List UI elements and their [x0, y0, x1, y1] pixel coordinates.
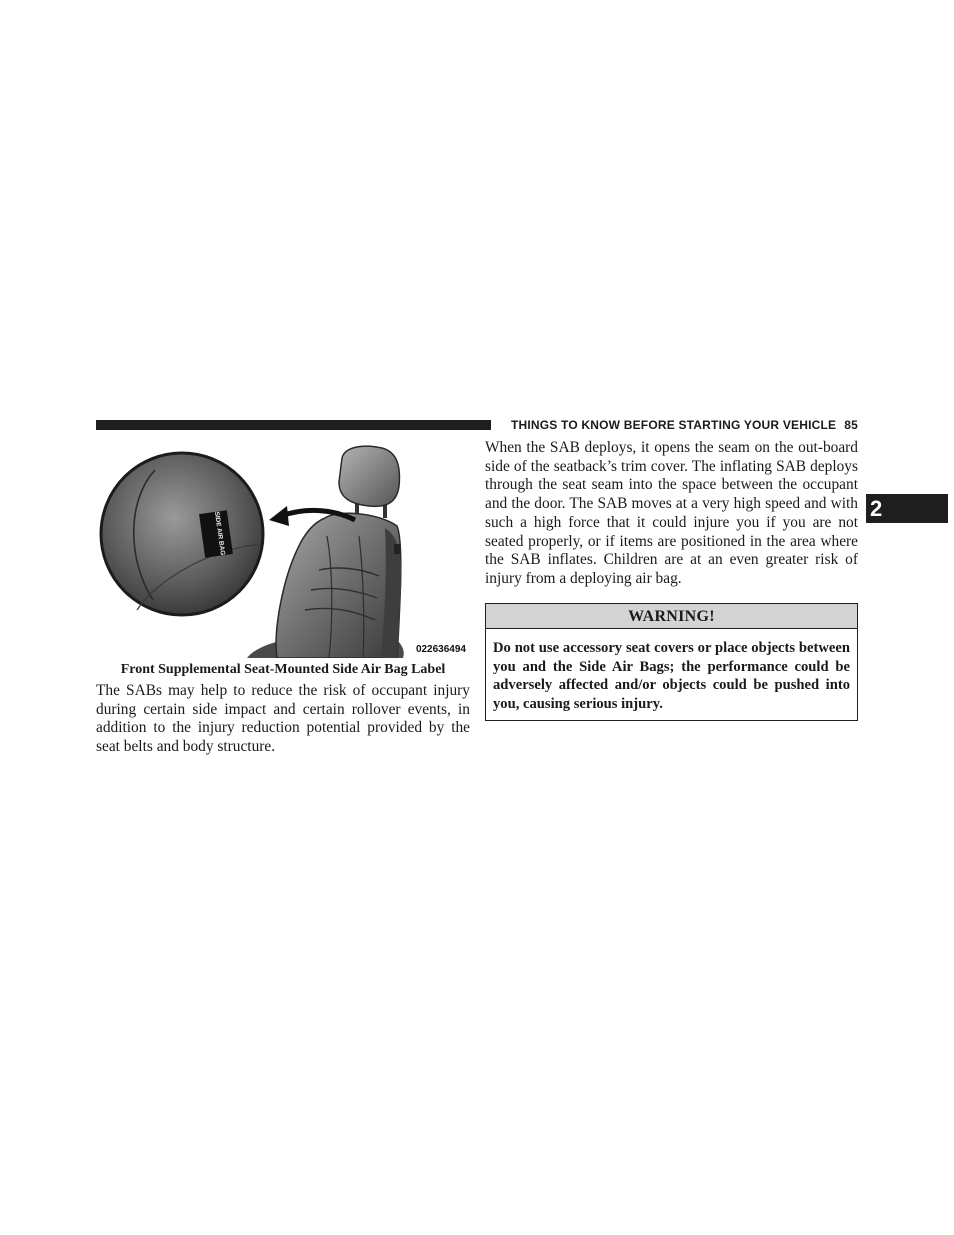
chapter-number: 2 — [870, 496, 883, 521]
warning-box — [485, 603, 858, 721]
page-number: 85 — [844, 418, 858, 432]
body-paragraph-left: The SABs may help to reduce the risk of occupant injury during certain side impact and certain rollover events, in addition to the injury reduction potential provided by the seat belts and body structure. — [96, 682, 470, 756]
warning-body: Do not use accessory seat covers or place objects between you and the Side Air Bags; the performance could be adversely affected and/or objects could be pushed into you, causing serious injury. — [493, 640, 850, 712]
seat-figure — [97, 440, 472, 658]
warning-title: WARNING! — [486, 604, 857, 629]
chapter-tab — [866, 494, 948, 523]
body-paragraph-right: When the SAB deploys, it opens the seam on the out-board side of the seatback’s trim cover. The inflating SAB deploys through the seat seam into the space between the occupant and the door. The SAB moves at a very high speed and with such a high force that it could injure you if you are not seated properly, or if items are positioned in the area where the SAB inflates. Children are at an even greater risk of injury from a deploying air bag. — [485, 439, 858, 587]
running-header — [498, 417, 858, 433]
image-code: 022636494 — [415, 644, 466, 655]
header-title: THINGS TO KNOW BEFORE STARTING YOUR VEHICLE — [510, 418, 837, 432]
magnified-label-text: SIDE AIR BAG — [212, 511, 227, 556]
figure-caption: Front Supplemental Seat-Mounted Side Air Bag Label — [120, 662, 446, 677]
seat-illustration-icon — [97, 440, 472, 658]
header-rule — [96, 420, 491, 430]
